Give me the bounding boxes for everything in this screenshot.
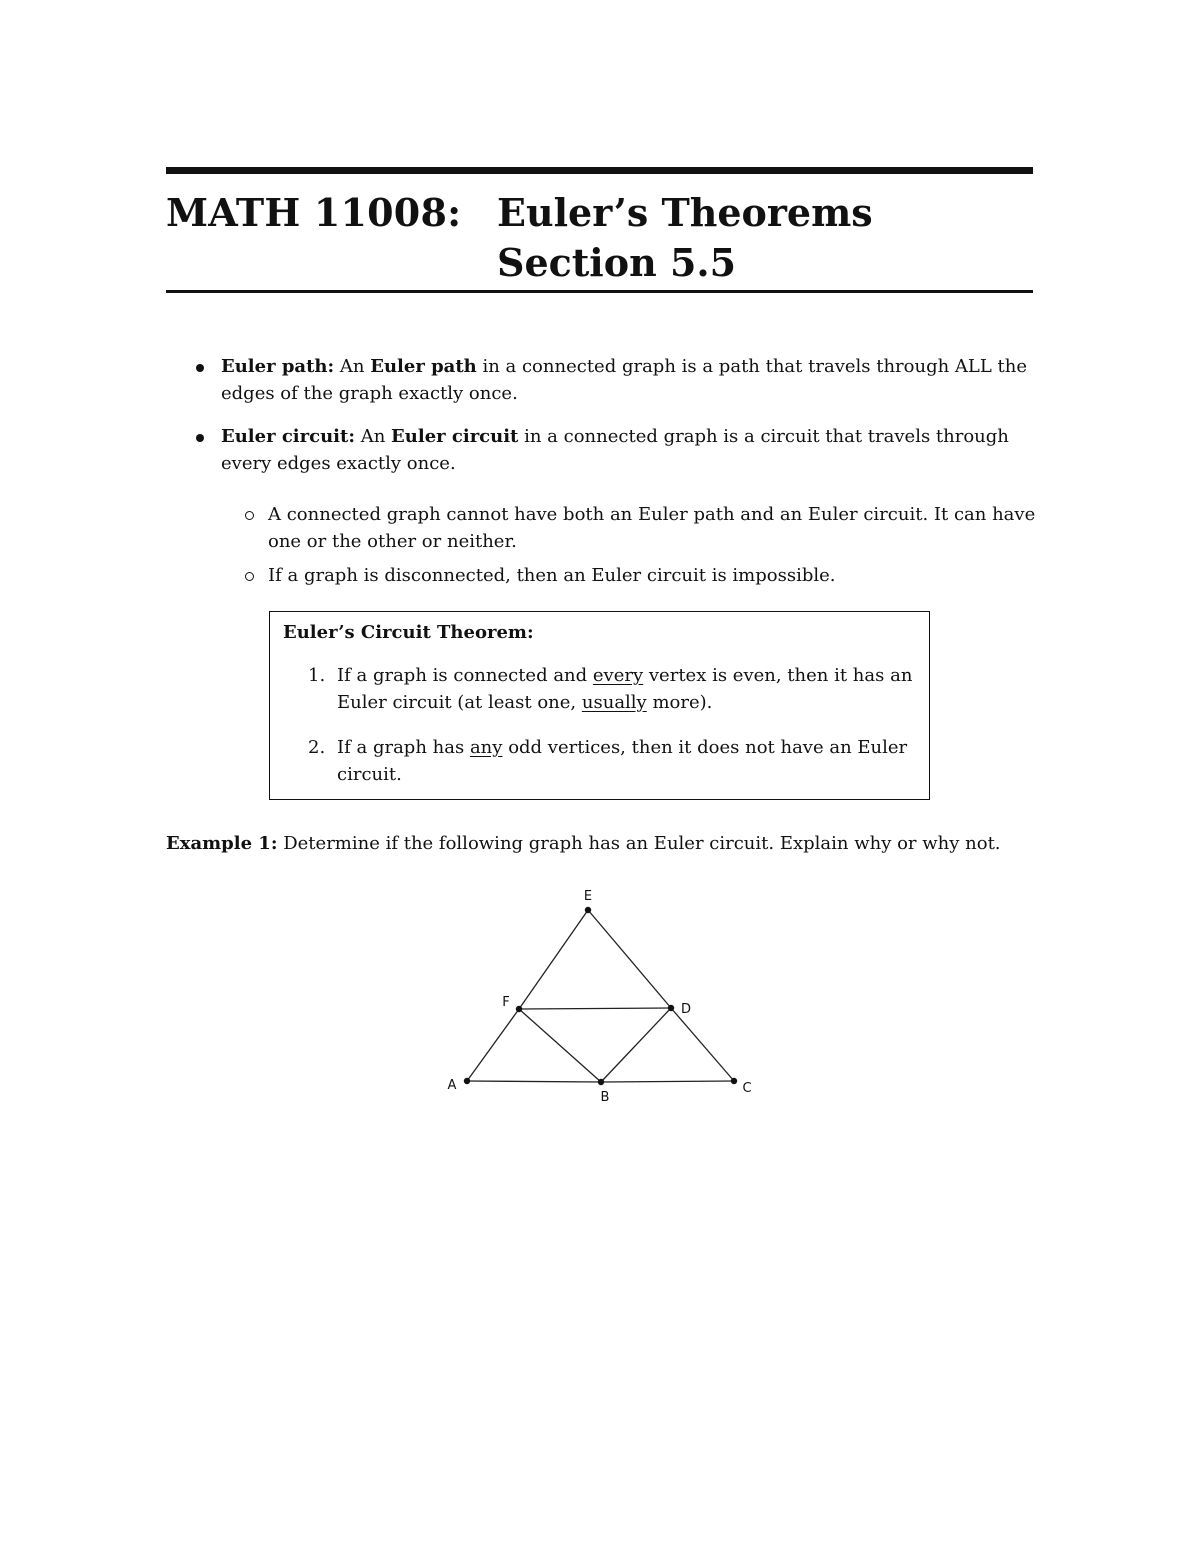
bullet-dot-icon	[196, 434, 204, 442]
item-text: If a graph is connected and	[337, 665, 588, 686]
sub-bullet-disconnected	[243, 562, 1038, 589]
vertex-label-D: D	[680, 1002, 692, 1017]
item-text: If a graph has	[337, 737, 465, 758]
theorem-item	[308, 662, 920, 716]
edge-ED	[588, 910, 671, 1008]
vertex-C	[731, 1078, 737, 1084]
underlined-word: any	[469, 737, 503, 758]
circle-bullet-icon	[245, 572, 254, 581]
edge-BC	[601, 1081, 734, 1082]
course-title: MATH 11008:	[166, 190, 462, 235]
vertex-label-A: A	[447, 1078, 457, 1093]
item-number: 2.	[308, 737, 326, 758]
item-text: vertex is even, then it has an Euler circuit (at least one,	[337, 665, 913, 713]
item-text: more).	[652, 692, 713, 713]
vertex-F	[516, 1006, 522, 1012]
vertex-label-C: C	[742, 1081, 752, 1096]
topic-title: Euler’s Theorems	[497, 190, 873, 235]
theorem-box	[269, 611, 930, 800]
sub-bullet-text: A connected graph cannot have both an Euler path and an Euler circuit. It can have one or the other or neither.	[268, 504, 1036, 552]
vertex-E	[585, 907, 591, 913]
example-text: Determine if the following graph has an Euler circuit. Explain why or why not.	[283, 833, 1001, 854]
bullet-euler-path	[196, 353, 1036, 407]
graph-diagram	[430, 880, 770, 1120]
bullet-euler-circuit	[196, 423, 1036, 477]
vertex-A	[464, 1078, 470, 1084]
definition-lead: An	[339, 356, 365, 377]
vertex-label-F: F	[502, 995, 510, 1010]
bottom-rule	[166, 290, 1033, 293]
definition-term: Euler circuit	[391, 426, 519, 447]
vertex-D	[668, 1005, 674, 1011]
edge-DB	[601, 1008, 671, 1082]
definition-term: Euler path	[370, 356, 477, 377]
edge-AB	[467, 1081, 601, 1082]
vertex-label-B: B	[600, 1090, 610, 1105]
circle-bullet-icon	[245, 511, 254, 520]
top-rule	[166, 167, 1033, 174]
sub-bullet-both	[243, 501, 1038, 555]
bullet-dot-icon	[196, 364, 204, 372]
term-label: Euler circuit:	[221, 426, 355, 447]
term-label: Euler path:	[221, 356, 335, 377]
definition-text: in a connected graph is a path that travels through ALL the edges of the graph exactly once.	[221, 356, 1028, 404]
theorem-item	[308, 734, 920, 788]
edge-FB	[519, 1009, 601, 1082]
section-title: Section 5.5	[497, 240, 737, 285]
item-number: 1.	[308, 665, 326, 686]
example-prompt	[166, 830, 1046, 857]
underlined-word: every	[592, 665, 644, 686]
underlined-word: usually	[581, 692, 647, 713]
example-label: Example 1:	[166, 833, 278, 854]
edge-DC	[671, 1008, 734, 1081]
sub-bullet-text: If a graph is disconnected, then an Euler circuit is impossible.	[268, 565, 836, 586]
theorem-title: Euler’s Circuit Theorem:	[283, 622, 534, 643]
edge-FA	[467, 1009, 519, 1081]
edge-EF	[519, 910, 588, 1009]
edge-FD	[519, 1008, 671, 1009]
item-text: odd vertices, then it does not have an Euler circuit.	[337, 737, 908, 785]
definition-lead: An	[360, 426, 386, 447]
vertex-label-E: E	[583, 889, 593, 904]
definition-text: in a connected graph is a circuit that travels through every edges exactly once.	[221, 426, 1009, 474]
vertex-B	[598, 1079, 604, 1085]
